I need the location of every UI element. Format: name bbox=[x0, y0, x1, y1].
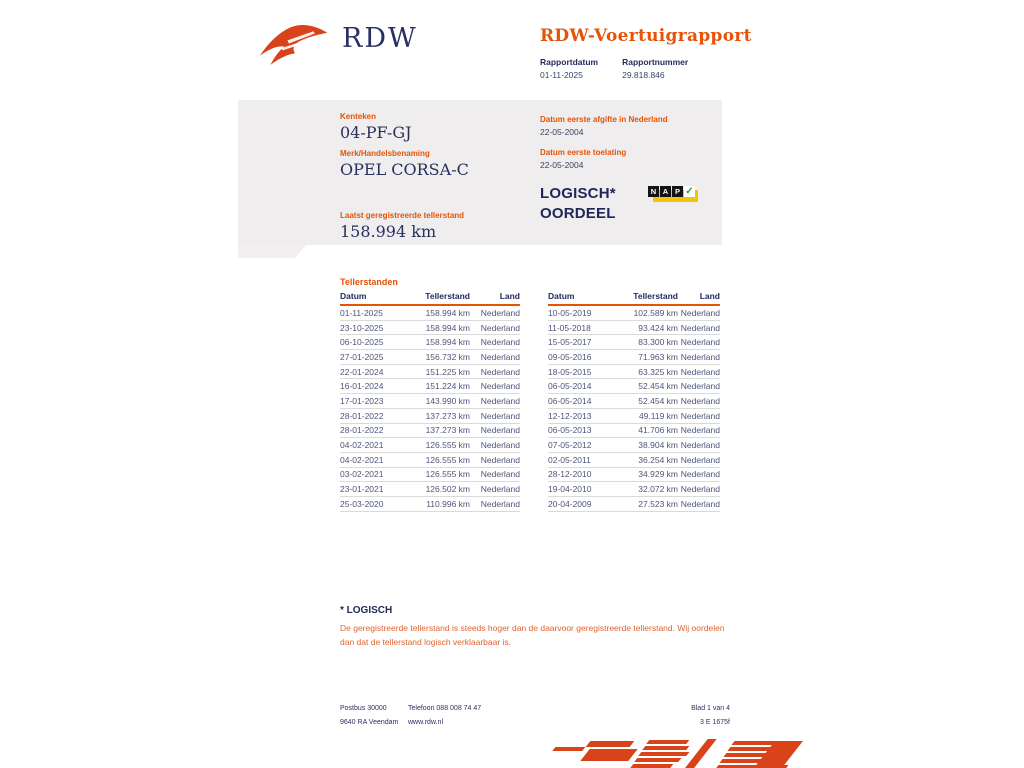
report-date-block bbox=[540, 57, 598, 80]
table-cell: 12-12-2013 bbox=[548, 410, 592, 421]
footnote-title: * LOGISCH bbox=[340, 605, 393, 616]
table-cell: 27.523 km bbox=[638, 498, 678, 509]
table-cell: 137.273 km bbox=[425, 410, 470, 421]
table-row bbox=[548, 335, 720, 350]
table-cell: 10-05-2019 bbox=[548, 307, 592, 318]
table-row bbox=[548, 409, 720, 424]
table-cell: Nederland bbox=[680, 322, 720, 333]
table-cell: 07-05-2012 bbox=[548, 440, 592, 451]
oordeel-verdict bbox=[540, 184, 616, 224]
table-row bbox=[340, 379, 520, 394]
table-row bbox=[340, 453, 520, 468]
footer-city: 9640 RA Veendam bbox=[340, 719, 399, 726]
table-cell: 03-02-2021 bbox=[340, 469, 384, 480]
col-header-tellerstand: Tellerstand bbox=[425, 291, 470, 301]
table-cell: Nederland bbox=[480, 366, 520, 377]
table-cell: 23-10-2025 bbox=[340, 322, 384, 333]
table-cell: 126.555 km bbox=[425, 440, 470, 451]
table-cell: Nederland bbox=[480, 440, 520, 451]
table-cell: 23-01-2021 bbox=[340, 484, 384, 495]
kenteken-block bbox=[340, 112, 412, 142]
table-cell: 110.996 km bbox=[426, 498, 470, 509]
table-cell: 41.706 km bbox=[638, 425, 678, 436]
table-cell: Nederland bbox=[480, 454, 520, 465]
table-row bbox=[548, 306, 720, 321]
nap-checkmark-icon: ✓ bbox=[685, 186, 694, 197]
table-row bbox=[548, 379, 720, 394]
table-cell: Nederland bbox=[480, 469, 520, 480]
vehicle-info-box bbox=[238, 100, 722, 245]
table-cell: Nederland bbox=[680, 395, 720, 406]
table-cell: Nederland bbox=[480, 425, 520, 436]
table-cell: 28-01-2022 bbox=[340, 410, 384, 421]
table-cell: 28-12-2010 bbox=[548, 469, 592, 480]
table-cell: 09-05-2016 bbox=[548, 351, 592, 362]
table-cell: Nederland bbox=[680, 440, 720, 451]
nap-logo bbox=[648, 186, 700, 203]
merk-value: OPEL CORSA-C bbox=[340, 160, 469, 179]
afgifte-label: Datum eerste afgifte in Nederland bbox=[540, 115, 668, 124]
rdw-bird-icon bbox=[253, 22, 331, 68]
table-cell: Nederland bbox=[680, 498, 720, 509]
table-cell: 52.454 km bbox=[638, 395, 678, 406]
report-number-value: 29.818.846 bbox=[622, 70, 665, 80]
table-row bbox=[340, 424, 520, 439]
table-row bbox=[548, 365, 720, 380]
table-cell: 04-02-2021 bbox=[340, 454, 384, 465]
kenteken-value: 04-PF-GJ bbox=[340, 123, 412, 142]
table-cell: 158.994 km bbox=[425, 322, 470, 333]
toelating-block bbox=[540, 148, 626, 170]
table-row bbox=[548, 482, 720, 497]
table-cell: Nederland bbox=[680, 425, 720, 436]
report-date-value: 01-11-2025 bbox=[540, 70, 583, 80]
table-row bbox=[340, 365, 520, 380]
table-row bbox=[340, 306, 520, 321]
table-row bbox=[340, 409, 520, 424]
table-row bbox=[548, 497, 720, 512]
table-cell: 01-11-2025 bbox=[340, 307, 383, 318]
nap-logo-tiles bbox=[648, 186, 695, 197]
table-row bbox=[340, 482, 520, 497]
table-cell: Nederland bbox=[480, 484, 520, 495]
table-body bbox=[548, 306, 720, 512]
kenteken-label: Kenteken bbox=[340, 112, 377, 121]
table-cell: 02-05-2011 bbox=[548, 454, 591, 465]
table-cell: 17-01-2023 bbox=[340, 395, 384, 406]
table-row bbox=[340, 438, 520, 453]
table-cell: Nederland bbox=[680, 410, 720, 421]
rdw-logo bbox=[253, 22, 418, 68]
table-cell: 126.502 km bbox=[425, 484, 470, 495]
table-cell: 102.589 km bbox=[633, 307, 678, 318]
footer-stripes-graphic bbox=[548, 737, 808, 768]
table-cell: Nederland bbox=[480, 498, 520, 509]
table-cell: 32.072 km bbox=[638, 484, 678, 495]
table-cell: 83.300 km bbox=[638, 337, 678, 348]
footer-phone: Telefoon 088 008 74 47 bbox=[408, 705, 482, 712]
footer-form-code: 3 E 1675f bbox=[700, 719, 730, 726]
logisch-footnote bbox=[340, 605, 732, 649]
nap-letter-p: P bbox=[672, 186, 683, 197]
odometer-table-right bbox=[548, 291, 720, 512]
table-row bbox=[340, 350, 520, 365]
table-cell: Nederland bbox=[480, 351, 520, 362]
report-number-block bbox=[622, 57, 688, 80]
table-cell: Nederland bbox=[480, 307, 520, 318]
table-row bbox=[548, 350, 720, 365]
table-cell: 151.225 km bbox=[425, 366, 470, 377]
table-cell: Nederland bbox=[680, 454, 720, 465]
oordeel-line2: OORDEEL bbox=[540, 205, 616, 222]
table-cell: 04-02-2021 bbox=[340, 440, 384, 451]
table-cell: Nederland bbox=[680, 469, 720, 480]
tellerstand-block bbox=[340, 211, 464, 241]
table-row bbox=[340, 497, 520, 512]
table-cell: 15-05-2017 bbox=[548, 337, 592, 348]
table-cell: 28-01-2022 bbox=[340, 425, 384, 436]
table-cell: 25-03-2020 bbox=[340, 498, 384, 509]
table-header-row bbox=[340, 291, 520, 306]
table-cell: 93.424 km bbox=[638, 322, 678, 333]
table-cell: 126.555 km bbox=[425, 469, 470, 480]
table-cell: 143.990 km bbox=[425, 395, 470, 406]
info-box-corner-tab bbox=[238, 245, 306, 258]
table-cell: 06-05-2014 bbox=[548, 395, 592, 406]
table-cell: Nederland bbox=[480, 322, 520, 333]
afgifte-value: 22-05-2004 bbox=[540, 127, 584, 137]
toelating-value: 22-05-2004 bbox=[540, 160, 584, 170]
footer-website: www.rdw.nl bbox=[408, 719, 444, 726]
table-cell: Nederland bbox=[680, 484, 720, 495]
table-cell: Nederland bbox=[680, 351, 720, 362]
table-cell: 126.555 km bbox=[425, 454, 470, 465]
table-row bbox=[548, 394, 720, 409]
table-cell: 06-10-2025 bbox=[340, 337, 384, 348]
table-cell: 158.994 km bbox=[425, 307, 470, 318]
table-body bbox=[340, 306, 520, 512]
table-row bbox=[548, 321, 720, 336]
table-cell: Nederland bbox=[480, 337, 520, 348]
col-header-land: Land bbox=[499, 291, 520, 301]
table-row bbox=[548, 438, 720, 453]
footer-postbus: Postbus 30000 bbox=[340, 705, 387, 712]
table-row bbox=[548, 453, 720, 468]
table-cell: 06-05-2013 bbox=[548, 425, 592, 436]
table-cell: 20-04-2009 bbox=[548, 498, 592, 509]
col-header-land: Land bbox=[699, 291, 720, 301]
table-cell: 52.454 km bbox=[638, 381, 678, 392]
table-cell: Nederland bbox=[480, 381, 520, 392]
merk-label: Merk/Handelsbenaming bbox=[340, 149, 430, 158]
table-cell: 38.904 km bbox=[638, 440, 678, 451]
tellerstand-label: Laatst geregistreerde tellerstand bbox=[340, 211, 465, 220]
table-cell: Nederland bbox=[680, 381, 720, 392]
tellerstanden-title: Tellerstanden bbox=[340, 277, 398, 287]
toelating-label: Datum eerste toelating bbox=[540, 148, 627, 157]
rdw-wordmark: RDW bbox=[342, 23, 418, 54]
tellerstand-value: 158.994 km bbox=[340, 222, 437, 241]
table-cell: 34.929 km bbox=[638, 469, 678, 480]
odometer-table-left bbox=[340, 291, 520, 512]
table-row bbox=[548, 424, 720, 439]
table-cell: 158.994 km bbox=[425, 337, 470, 348]
report-header bbox=[540, 26, 752, 80]
table-cell: Nederland bbox=[480, 395, 520, 406]
col-header-tellerstand: Tellerstand bbox=[633, 291, 678, 301]
report-meta bbox=[540, 57, 752, 80]
table-cell: 27-01-2025 bbox=[340, 351, 384, 362]
table-cell: Nederland bbox=[480, 410, 520, 421]
report-number-label: Rapportnummer bbox=[622, 57, 689, 67]
table-cell: 151.224 km bbox=[425, 381, 470, 392]
oordeel-line1: LOGISCH* bbox=[540, 185, 616, 202]
table-cell: Nederland bbox=[680, 337, 720, 348]
col-header-datum: Datum bbox=[548, 291, 575, 301]
footer-page-number: Blad 1 van 4 bbox=[691, 705, 730, 712]
footnote-body: De geregistreerde tellerstand is steeds hoger dan de daarvoor geregistreerde tellerstand. Wij oordelen dan dat de tellerstand logisch verklaarbaar is. bbox=[340, 623, 725, 648]
afgifte-block bbox=[540, 115, 668, 137]
table-cell: Nederland bbox=[680, 366, 720, 377]
table-row bbox=[340, 321, 520, 336]
table-cell: 22-01-2024 bbox=[340, 366, 384, 377]
table-row bbox=[340, 394, 520, 409]
report-date-label: Rapportdatum bbox=[540, 57, 599, 67]
footer-address bbox=[340, 702, 398, 730]
col-header-datum: Datum bbox=[340, 291, 367, 301]
table-cell: 11-05-2018 bbox=[548, 322, 591, 333]
nap-letter-a: A bbox=[660, 186, 671, 197]
table-cell: 71.963 km bbox=[638, 351, 678, 362]
footer-paging bbox=[620, 702, 730, 730]
table-row bbox=[340, 468, 520, 483]
table-cell: 06-05-2014 bbox=[548, 381, 592, 392]
nap-letter-n: N bbox=[648, 186, 659, 197]
report-title: RDW-Voertuigrapport bbox=[540, 26, 752, 46]
footer-contact bbox=[408, 702, 481, 730]
merk-block bbox=[340, 149, 469, 179]
table-cell: 49.119 km bbox=[638, 410, 678, 421]
table-row bbox=[340, 335, 520, 350]
table-cell: 36.254 km bbox=[638, 454, 678, 465]
table-cell: 19-04-2010 bbox=[548, 484, 592, 495]
table-row bbox=[548, 468, 720, 483]
table-header-row bbox=[548, 291, 720, 306]
table-cell: 18-05-2015 bbox=[548, 366, 592, 377]
table-cell: 63.325 km bbox=[638, 366, 678, 377]
table-cell: 137.273 km bbox=[425, 425, 470, 436]
table-cell: 16-01-2024 bbox=[340, 381, 384, 392]
table-cell: 156.732 km bbox=[425, 351, 470, 362]
table-cell: Nederland bbox=[680, 307, 720, 318]
